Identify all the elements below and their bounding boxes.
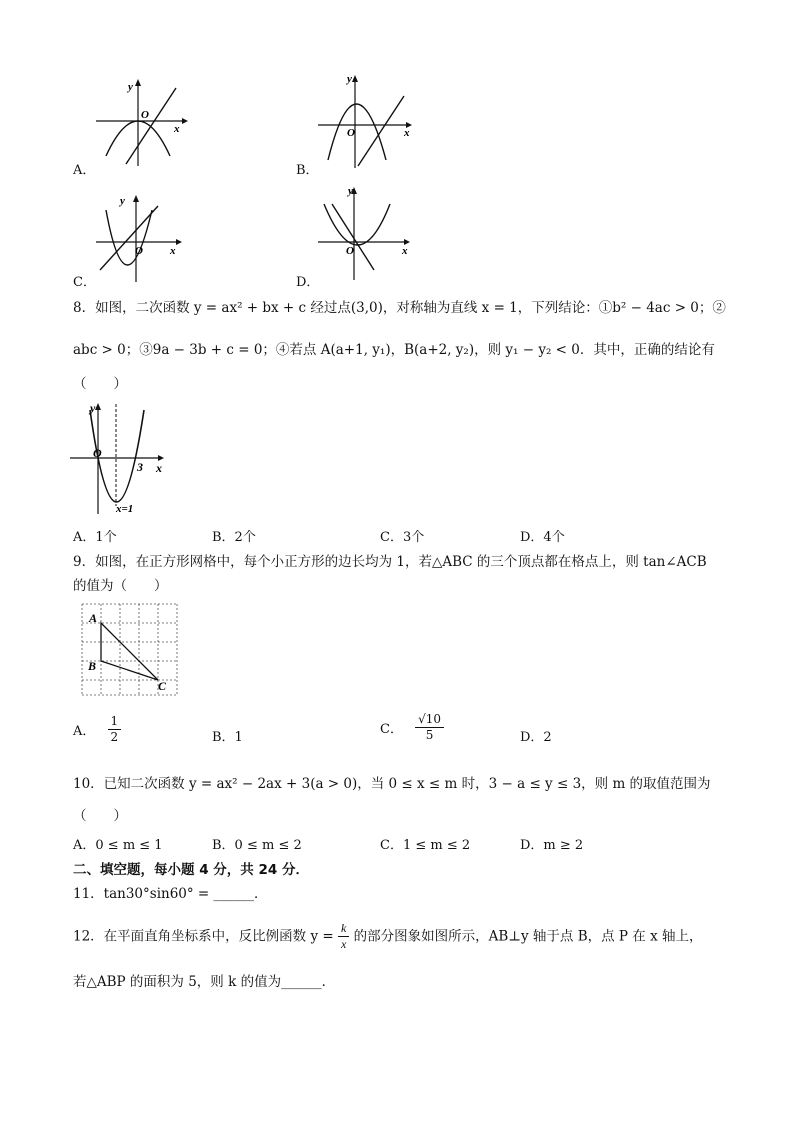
q10-stem: 10．已知二次函数 y = ax² − 2ax + 3(a > 0)，当 0 ≤ x ≤ m 时，3 − a ≤ y ≤ 3，则 m 的取值范围为 [73,776,711,792]
q10-option-d[interactable]: D．m ≥ 2 [520,838,584,853]
q11-text: 11．tan30°sin60° = ______． [73,886,268,902]
q10-answer-paren: （ ） [73,808,127,824]
q12-fraction [338,921,349,952]
q9-option-c-letter: C． [380,722,403,737]
q10-option-c[interactable]: C．1 ≤ m ≤ 2 [380,838,471,853]
q8-fig-x: x [156,461,162,475]
q9-stem-line2: 的值为（ ） [73,578,168,594]
graph-d-y: y [348,185,353,197]
q8-answer-paren: （ ） [73,376,127,392]
graph-b-o: O [347,127,355,139]
graph-d-o: O [346,245,354,257]
graph-a [96,76,192,168]
q7-option-b[interactable]: B． [296,163,319,178]
q8-stem-line2: abc > 0；③9a − 3b + c = 0；④若点 A(a+1, y₁)，B(a+2, y₂)，则 y₁ − y₂ < 0．其中，正确的结论有 [73,342,715,358]
q8-stem-line1: 8．如图，二次函数 y = ax² + bx + c 经过点(3,0)，对称轴为直线 x = 1，下列结论：①b² − 4ac > 0；② [73,300,726,316]
q8-fig-o: O [93,446,102,460]
section-heading: 二、填空题，每小题 4 分，共 24 分． [73,862,309,878]
graph-c-y: y [120,195,125,207]
q10-option-b[interactable]: B．0 ≤ m ≤ 2 [212,838,302,853]
graph-b [318,70,418,170]
graph-d [318,182,418,282]
q9-option-a[interactable] [73,714,121,745]
q9-stem-line1: 9．如图，在正方形网格中，每个小正方形的边长均为 1，若△ABC 的三个顶点都在格点上，则 tan∠ACB [73,554,707,570]
q7-option-a[interactable]: A． [73,163,96,178]
q10-option-a[interactable]: A．0 ≤ m ≤ 1 [73,838,163,853]
q12-line1 [73,918,702,955]
q9-option-c-den: 5 [425,728,434,742]
q9-label-a: A [89,611,98,625]
q9-option-d[interactable]: D．2 [520,730,552,745]
q7-option-c[interactable]: C． [73,275,96,290]
graph-c-o: O [135,245,143,257]
graph-d-x: x [402,245,408,257]
q8-option-b[interactable]: B．2个 [212,530,256,545]
q9-option-c-fraction [415,712,444,743]
q9-grid-figure [78,602,182,698]
q9-option-a-num: 1 [108,714,122,730]
q12-post: 的部分图象如图所示，AB⊥y 轴于点 B，点 P 在 x 轴上， [353,928,703,945]
q12-pre: 12．在平面直角坐标系中，反比例函数 y = [73,928,334,945]
q8-figure [70,398,170,518]
q8-fig-y: y [90,401,96,415]
graph-a-x: x [174,123,180,135]
q9-option-a-den: 2 [110,730,119,744]
q12-frac-num: k [338,921,349,937]
q12-frac-den: x [341,937,347,951]
q9-option-c-num: √10 [415,712,444,728]
q9-option-a-letter: A． [73,724,96,739]
q9-label-b: B [88,659,97,673]
graph-c-x: x [170,245,176,257]
q8-option-a[interactable]: A．1个 [73,530,117,545]
q8-option-d[interactable]: D．4个 [520,530,565,545]
q8-option-c[interactable]: C．3个 [380,530,425,545]
graph-a-o: O [141,109,149,121]
q9-option-c[interactable] [380,712,444,743]
q9-option-a-fraction [108,714,122,745]
graph-b-y: y [347,73,352,85]
q8-fig-3: 3 [137,460,143,474]
q7-option-d[interactable]: D． [296,275,320,290]
q9-label-c: C [158,679,167,693]
graph-a-y: y [128,81,133,93]
q8-fig-axis-label: x=1 [116,503,134,515]
graph-c [96,188,192,284]
q12-line2: 若△ABP 的面积为 5，则 k 的值为______． [73,974,336,990]
q9-option-b[interactable]: B．1 [212,730,243,745]
graph-b-x: x [404,127,410,139]
